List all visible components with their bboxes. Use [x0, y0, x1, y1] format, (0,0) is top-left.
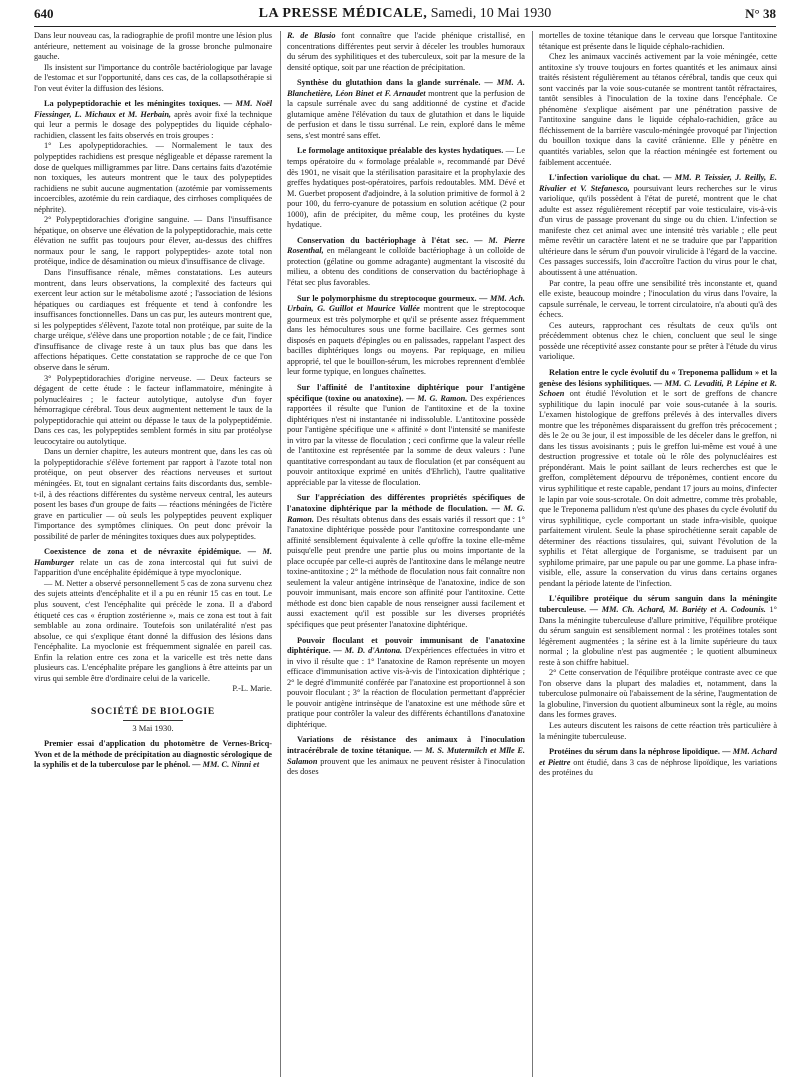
- paragraph: [287, 31, 525, 73]
- article-authors: — M. D. d'Antona.: [333, 646, 403, 656]
- article-paragraph: [287, 735, 525, 777]
- article-authors: — M. G. Ramon.: [287, 503, 525, 524]
- paragraph: [34, 374, 272, 448]
- article-text: après avoir fixé la technique qui leur a permis le dosage des polypeptides du liquide céphalo-rachidien, classent les faits observés en trois groupes :: [34, 109, 272, 140]
- article-authors: — M. G. Ramon.: [406, 393, 468, 403]
- paragraph-text: Dans un dernier chapitre, les auteurs montrent que, dans les cas où la polypeptidorachie s'élève fortement par rapport à l'azote total non protéique, on peut observer des réactions nerveuses et surtout méningées. Et, tout en signalant certains faits discordants dus, semble-t-il, à des réactions différentes du système nerveux central, les auteurs posent les bases d'un groupe de faits — réactions méningées de l'ictère grave en particulier — où seuls les polypeptides peuvent expliquer l'importance des symptômes cliniques. On peut donc prévoir la possibilité de parler de méningites toxiques dues aux polypeptides.: [34, 447, 272, 541]
- article-authors: — MM. C. Ninni et: [192, 760, 260, 770]
- article-text: 1° Dans la méningite tuberculeuse d'allure primitive, l'équilibre protéique du sérum sanguin est sensiblement normal : les protéines totales sont légèrement augmentées ; la sérine est à la limite supérieure du taux normal ; la globuline n'est pas augmentée ; le quotient albumineux reste à son chiffre habituel.: [539, 604, 777, 667]
- paragraph-text: 3° Polypeptidorachies d'origine nerveuse. — Deux facteurs se dégagent de cette étude : le facteur inflammatoire, méningite à polynucléaires ; le facteur autolytique, autolyse d'un foyer hémorragique cérébral. Tous deux augmentent nettement le taux de la polypeptidorachie qui atteint ou dépasse le taux de la polypeptidémie. Dans ces cas, les polypeptides semblent formés in situ par protéolyse leucocytaire ou autolytique.: [34, 373, 272, 446]
- article-authors: — MM. A. Blanchetière, Léon Binet et F. Arnaudet: [287, 78, 525, 98]
- article-title: Relation entre le cycle évolutif du « Treponema pallidum » et la genèse des lésions syphilitiques.: [539, 367, 777, 388]
- article-paragraph: [539, 594, 777, 668]
- article-paragraph: [539, 173, 777, 278]
- article-text: montrent que la perfusion de la capsule surrénale avec du sang additionné de cystine et d'acide glutamique amène l'élévation du taux de glutathion et dans le liquide de perfusion et dans le tissu surrénal. Le rein, exploré dans le même sens, s'est montré sans effet.: [287, 88, 525, 140]
- issue-number: N° 38: [745, 6, 776, 21]
- paragraph-text: Dans leur nouveau cas, la radiographie de profil montre une lésion plus antérieure, nettement au voisinage de la grosse bronche pulmonaire gauche.: [34, 31, 272, 62]
- paragraph: [34, 447, 272, 542]
- section-date: 3 Mai 1930.: [132, 723, 174, 734]
- article-title: Le formolage antitoxique préalable des kystes hydatiques.: [297, 146, 504, 156]
- article-title: Pouvoir floculant et pouvoir immunisant de l'anatoxine diphtérique.: [287, 635, 525, 656]
- article-title: Protéines du sérum dans la néphrose lipoïdique.: [549, 747, 720, 757]
- paragraph-text: Ils insistent sur l'importance du contrôle bactériologique par lavage de l'estomac et sur l'opportunité, dans ces cas, de la collapsothérapie si l'on veut éviter la diffusion des lésions.: [34, 62, 272, 93]
- article-paragraph: [287, 146, 525, 230]
- article-title: Premier essai d'application du photomètre de Vernes-Bricq-Yvon et de la méthode de précipitation au diagnostic sérologique de la syphilis et de la tuberculose par le phénol.: [34, 739, 272, 770]
- section-rule: [123, 720, 183, 721]
- article-text: relate un cas de zona intercostal qui fut suivi de l'apparition d'une encéphalite épidémique à type myoclonique.: [34, 557, 272, 578]
- paragraph: [34, 268, 272, 373]
- paragraph: [34, 215, 272, 268]
- paragraph: [539, 668, 777, 721]
- article-paragraph: [287, 294, 525, 378]
- article-authors: — MM. Achard et Piettre: [539, 747, 777, 767]
- article-paragraph: [287, 383, 525, 488]
- article-title: Variations de résistance des animaux à l'inoculation intracérébrale de toxine tétanique.: [287, 735, 525, 755]
- paragraph: [34, 31, 272, 63]
- column-2: [287, 31, 525, 1077]
- article-text: poursuivant leurs recherches sur le virus variolique, qu'ils possèdent à l'état de pureté, montrent que le chat adulte est assez régulièrement réceptif par voie testiculaire, vis-à-vis d'un virus de passage provenant du singe ou du chien. L'infection se manifeste chez cet animal avec une intensité très variable ; elle peut même revêtir un caractère latent et ne se traduire que par l'apparition ultérieure dans le sérum d'un pouvoir virulicide à l'égard de la vaccine. Ces passages successifs, loin d'accroître l'action du virus pour le chat, aboutissent à une atténuation.: [539, 183, 777, 278]
- article-paragraph: [287, 236, 525, 289]
- paragraph: [539, 31, 777, 52]
- paragraph-text: Dans l'insuffisance rénale, mêmes constatations. Les auteurs montrent, dans leurs observations, la complexité des facteurs qui exercent leur action sur le métabolisme azoté ; l'association de lésions hépatiques ou cardiaques est fréquente et tend à confondre les insuffisances fonctionnelles. Dans un cas pur, les auteurs montrent que, si les polypeptides s'élèvent, l'azote total non protéique, par suite de la charge uréique, s'élève dans une proportion notable ; de ce fait, l'indice d'insuffisance de clivage reste à un taux plus bas que dans les affections hépatiques. Cette constatation se rapproche de ce que l'on observe dans le sérum.: [34, 268, 272, 372]
- article-paragraph: [539, 368, 777, 589]
- page-number: 640: [34, 6, 54, 21]
- article-authors: — M. S. Mutermilch et Mlle E. Salamon: [287, 746, 525, 766]
- article-paragraph: [34, 739, 272, 771]
- article-text: prouvent que les animaux ne peuvent résister à l'inoculation des doses: [287, 756, 525, 777]
- column-divider: [532, 31, 533, 1077]
- column-1: [34, 31, 272, 1077]
- article-text: ont étudié, dans 3 cas de néphrose lipoïdique, les variations des protéines du: [539, 757, 777, 778]
- paragraph-text: Par contre, la peau offre une sensibilité très inconstante et, quand elle existe, beaucoup moindre ; l'inoculation du virus dans l'ovaire, la capsule surrénale, le cerveau, le torrent circulatoire, n'a abouti qu'à des échecs.: [539, 278, 777, 320]
- article-authors: — M. Pierre Rosenthal,: [287, 235, 525, 256]
- column-divider: [280, 31, 281, 1077]
- article-authors: R. de Blasio: [287, 31, 336, 40]
- article-paragraph: [34, 99, 272, 141]
- article-title: Sur l'appréciation des différentes propriétés spécifiques de l'anatoxine diphtérique par la méthode de floculation.: [287, 493, 525, 513]
- article-text: montrent que le streptocoque gourmeux est très polymorphe et qu'il se présente assez fréquemment dans les hémocultures sous une forme bacillaire. Ces germes sont disposés en paquets d'épingles ou en palissades, rappelant l'aspect des bacilles diphtériques longs ou moyens. Par repiquage, en milieu approprié, tel que le bouillon-sérum, les microbes reprennent d'emblée leur forme typique, en longues chaînettes.: [287, 304, 525, 377]
- paragraph-text: Les auteurs discutent les raisons de cette réaction très particulière à la méningite tuberculeuse.: [539, 721, 777, 741]
- article-authors: — MM. Ch. Achard, M. Bariéty et A. Codounis.: [589, 604, 766, 614]
- signature: P.-L. Marie.: [232, 684, 272, 694]
- article-text: en mélangeant le colloïde bactériophage à un colloïde de protection (gélatine ou gomme adragante) augmentant la viscosité du milieu, a obtenu des conditions de conservation du bactériophage à l'état sec plus favorables.: [287, 246, 525, 288]
- article-title: Conservation du bactériophage à l'état sec.: [297, 235, 469, 245]
- article-text: D'expériences effectuées in vitro et in vivo il résulte que : 1° l'anatoxine de Ramon représente un moyen efficace d'immunisation active vis-à-vis de l'intoxication diphtérique ; 2° le degré d'immunité conférée par l'anatoxine est proportionnel à son pouvoir floculant ; 3° la réaction de floculation permettant d'apprécier le pouvoir antigène intrinsèque de l'anatoxine est une méthode sûre et pratique pour contrôler la valeur des différents échantillons d'anatoxine diphtérique.: [287, 646, 525, 729]
- article-title: La polypeptidorachie et les méningites toxiques.: [44, 99, 221, 109]
- article-title: Synthèse du glutathion dans la glande surrénale.: [297, 78, 481, 88]
- paragraph-text: — M. Netter a observé personnellement 5 cas de zona survenu chez des sujets atteints d'encéphalite et il a pu en réunir 15 cas en tout. Le plus souvent, c'est l'encéphalite qui précède le zona. Il a d'abord étiqueté ces cas « éruption zostérienne », mais ce zona est tout à fait semblable au zona ordinaire. Toutefois son unilatéralité n'est pas absolue, ce qui s'explique étant donné la diffusion des lésions dans l'encéphalite. La myoclonie est fréquemment signalée en pareil cas. Enfin la relation entre ces zona et la varicelle est très nette dans plusieurs cas. L'encéphalite prépare les ganglions à être atteints par un virus qui semble être d'ordinaire celui de la varicelle.: [34, 578, 272, 683]
- article-paragraph: [34, 547, 272, 579]
- paragraph: [539, 721, 777, 742]
- issue-date: Samedi, 10 Mai 1930: [430, 6, 552, 21]
- article-authors: — MM. C. Levaditi, P. Lépine et R. Schoen: [539, 378, 777, 399]
- article-authors: — MM. Ach. Urbain, G. Guillot et Maurice Vallée: [287, 293, 525, 314]
- article-paragraph: [539, 747, 777, 779]
- article-paragraph: [287, 636, 525, 731]
- paragraph-text: font connaître que l'acide phénique cristallisé, en concentrations différentes peut servir à déceler les troubles humoraux du sérum des syphilitiques et des tuberculeux, soit par la mesure de la densité optique, soit par une réaction de précipitation.: [287, 31, 525, 72]
- article-paragraph: [287, 78, 525, 141]
- journal-title: [34, 6, 776, 22]
- paragraph: [34, 141, 272, 215]
- article-paragraph: [287, 493, 525, 630]
- article-title: Sur l'affinité de l'antitoxine diphtérique pour l'antigène spécifique (toxine ou anatoxine).: [287, 382, 525, 403]
- paragraph: [539, 321, 777, 363]
- article-authors: — M. Hamburger: [34, 547, 272, 567]
- article-text: Des expériences rapportées il résulte que l'union de l'antitoxine et de la toxine diphtériques n'est ni instantanée ni indissoluble. L'antitoxine possède pour l'antigène spécifique une « affinité » dont l'intensité se manifeste in vitro par la vitesse de floculation ; ceci confirme que la valeur réelle de l'antitoxine est représentée par la somme de deux valeurs : l'une quantitative correspondant au taux de floculation (et par conséquent au pouvoir antitoxique exprimé en unités d'Ehrlich), l'autre qualitative appréciable par la vitesse de floculation.: [287, 393, 525, 487]
- paragraph-text: Ces auteurs, rapprochant ces résultats de ceux qu'ils ont précédemment obtenus chez le chien, concluent que seul le singe possède une réceptivité assez constante pour se prêter à l'étude du virus variolique.: [539, 320, 777, 362]
- article-text: Des résultats obtenus dans des essais variés il ressort que : 1° l'anatoxine diphtérique possède pour l'antitoxine correspondante une affinité sensiblement équivalente à celle qu'offre la toxine elle-même puisqu'elle peut prendre une partie plus ou moins importante de la place occupée par celle-ci auprès de l'antitoxine dans le mélange neutre toxine-antitoxine ; 2° la méthode de floculation nous fait connaître non seulement la valeur antigène intrinsèque de l'anatoxine, indice de son pouvoir immunisant, mais encore son affinité pour l'antitoxine. Cette méthode est donc bien capable de nous renseigner aussi facilement et aussi exactement qu'il est possible sur les diverses propriétés spécifiques que peut présenter l'anatoxine diphtérique.: [287, 514, 525, 629]
- paragraph: [34, 63, 272, 95]
- paragraph: [539, 279, 777, 321]
- article-title: L'équilibre protéique du sérum sanguin dans la méningite tuberculeuse.: [539, 594, 777, 614]
- paragraph-text: 2° Cette conservation de l'équilibre protéique contraste avec ce que l'on observe dans la plupart des maladies et, notamment, dans la tuberculose pulmonaire où l'abaissement de la sérine, l'augmentation de la globuline, l'inversion du quotient albumineux sont la règle, au moins dans les formes graves.: [539, 668, 777, 720]
- article-authors: — MM. Noël Fiessinger, L. Michaux et M. Herbain,: [34, 99, 272, 119]
- paragraph-text: mortelles de toxine tétanique dans le cerveau que lorsque l'antitoxine tétanique est présente dans le liquide céphalo-rachidien.: [539, 31, 777, 51]
- paragraph-text: Chez les animaux vaccinés activement par la voie méningée, cette antitoxine s'y trouve toujours en fortes quantités et les animaux ainsi traités résistent régulièrement au tétanos cérébral, tandis que ceux qui sont vaccinés par la voie sous-cutanée se montrent tantôt réfractaires, tantôt sensibles à l'inoculation de la toxine dans l'encéphale. Ce phénomène s'explique aisément par une pénétration passive de l'antitoxine sanguine dans le liquide céphalo-rachidien, grâce au fléchissement de la barrière vasculo-méningée provoqué par l'injection du bouillon toxique dans la cavité crânienne. Elle y pénètre en quantités variables, selon que la réaction méningée est fortement ou faiblement accentuée.: [539, 52, 777, 167]
- paragraph: [539, 52, 777, 168]
- journal-name: LA PRESSE MÉDICALE,: [258, 6, 428, 21]
- paragraph: [34, 579, 272, 684]
- article-text: — Le temps opératoire du « formolage préalable », recommandé par Dévé dès 1901, ne visait que la stérilisation parasitaire et la prophylaxie des greffes hydatiques post-opératoires, parfois redoutables. MM. Dévé et M. Guerbet proposent d'adjoindre, à la solution primitive de formol à 2 pour 100, du ferro-cyanure de potassium en solution acétique (2 pour 1000), afin de précipiter, du même coup, les protéines du kyste hydatique.: [287, 146, 525, 230]
- paragraph-text: 2° Polypeptidorachies d'origine sanguine. — Dans l'insuffisance hépatique, on observe une élévation de la polypeptidorachie, mais cette élévation ne suffit pas toujours pour élever, au-dessus des chiffres normaux pour le sang, le rapport polypeptides- azote total non protéique, indice de désamination ou mieux d'insuffisance de clivage.: [34, 215, 272, 267]
- article-title: L'infection variolique du chat.: [549, 173, 660, 183]
- article-title: Coexistence de zona et de névraxite épidémique.: [44, 547, 242, 557]
- paragraph-text: 1° Les apolypeptidorachies. — Normalement le taux des polypeptides rachidiens est presque négligeable et dépasse rarement la dose de quelques milligrammes par litre. Dans certains faits d'azotémie non toxiques, les auteurs montrent que le taux des polypeptides rachidiens ne subit aucune augmentation (azotémie par vomissements incoercibles, azotémie du rein cardiaque, des cirrhoses compliquées de néphrite).: [34, 141, 272, 214]
- article-text: ont étudié l'évolution et le sort de greffons de chancre syphilitique du lapin inoculé par voie sous-cutanée à la souris. L'examen histologique de greffons prélevés à des intervalles divers montre que les tréponèmes disparaissent du greffon très précocement ; dès le 2e ou 3e jour, il est impossible de les déceler dans le greffon, ni dans les tissus avoisinants ; puis le greffon lui-même est voué à une destruction progressive et totale où le rôle des polynucléaires est prépondérant. Mais le point saillant de leurs recherches est que le greffon, complètement dépourvu de tréponèmes, contient encore du virus syphilitique et reste capable, pendant 17 jours au moins, d'infecter le lapin par voie sous-scrotale. On doit admettre, comme très probable, que le Treponema pallidum n'est qu'une des phases du cycle évolutif du virus syphilitique, cycle comportant un stade infra-visible, quoique parfaitement virulent. Seule la phase spirochétienne serait capable de déterminer des réactions tissulaires, qui, suivant l'évolution de la syphilis et l'état allergique de l'organisme, se traduisent par un syphilome primaire, par une papule ou par une gomme. La phase infra-visible, elle, assure la conservation du virus dans certains organes pendant la période latente de l'infection.: [539, 389, 777, 588]
- article-authors: — MM. P. Teissier, J. Reilly, E. Rivalier et V. Stefanesco,: [539, 173, 777, 193]
- article-title: Sur le polymorphisme du streptocoque gourmeux.: [297, 293, 477, 303]
- column-3: [539, 31, 777, 1077]
- section-heading: SOCIÉTÉ DE BIOLOGIE: [91, 706, 215, 717]
- masthead: [34, 6, 776, 27]
